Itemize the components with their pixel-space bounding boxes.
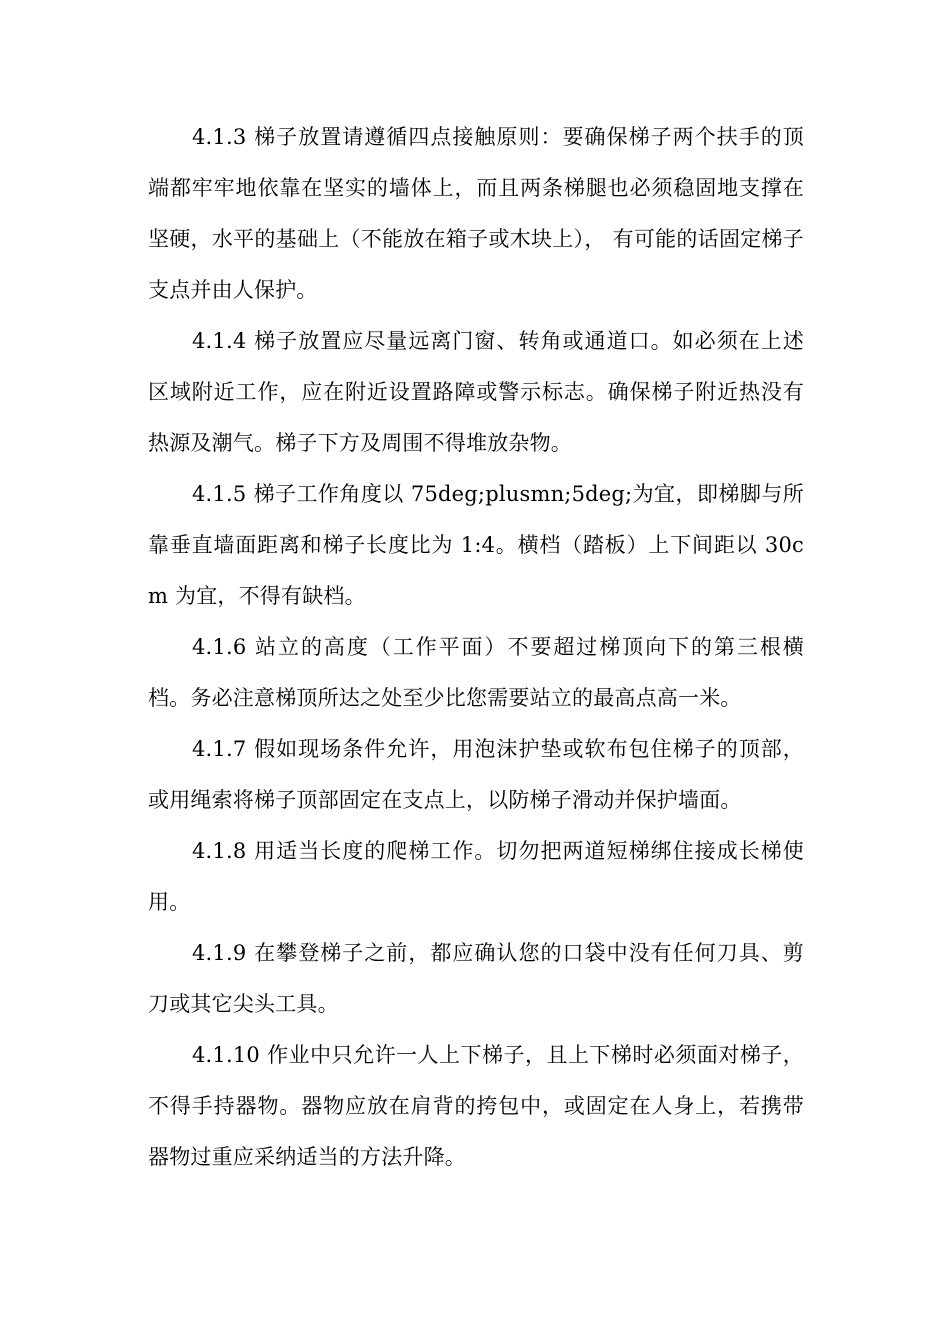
paragraph-4-1-5: 4.1.5 梯子工作角度以 75deg;plusmn;5deg;为宜，即梯脚与所靠垂直墙面距离和梯子长度比为 1:4。横档（踏板）上下间距以 30cm 为宜，不得有缺档。: [148, 482, 804, 608]
paragraph-4-1-3: 4.1.3 梯子放置请遵循四点接触原则：要确保梯子两个扶手的顶端都牢牢地依靠在坚实的墙体上，而且两条梯腿也必须稳固地支撑在坚硬，水平的基础上（不能放在箱子或木块上）， 有可能的话固定梯子支点并由人保护。: [148, 125, 804, 302]
paragraph-4-1-7: 4.1.7 假如现场条件允许，用泡沫护垫或软布包住梯子的顶部，或用绳索将梯子顶部固定在支点上，以防梯子滑动并保护墙面。: [148, 737, 804, 812]
document-body: [148, 112, 804, 1183]
paragraph-4-1-9: 4.1.9 在攀登梯子之前，都应确认您的口袋中没有任何刀具、剪刀或其它尖头工具。: [148, 941, 804, 1016]
paragraph-4-1-6: 4.1.6 站立的高度（工作平面）不要超过梯顶向下的第三根横档。务必注意梯顶所达之处至少比您需要站立的最高点高一米。: [148, 635, 804, 710]
paragraph-4-1-10: 4.1.10 作业中只允许一人上下梯子，且上下梯时必须面对梯子，不得手持器物。器物应放在肩背的挎包中，或固定在人身上，若携带器物过重应采纳适当的方法升降。: [148, 1043, 804, 1169]
paragraph-4-1-4: 4.1.4 梯子放置应尽量远离门窗、转角或通道口。如必须在上述区域附近工作，应在附近设置路障或警示标志。确保梯子附近热没有热源及潮气。梯子下方及周围不得堆放杂物。: [148, 329, 804, 455]
paragraph-4-1-8: 4.1.8 用适当长度的爬梯工作。切勿把两道短梯绑住接成长梯使用。: [148, 839, 804, 914]
